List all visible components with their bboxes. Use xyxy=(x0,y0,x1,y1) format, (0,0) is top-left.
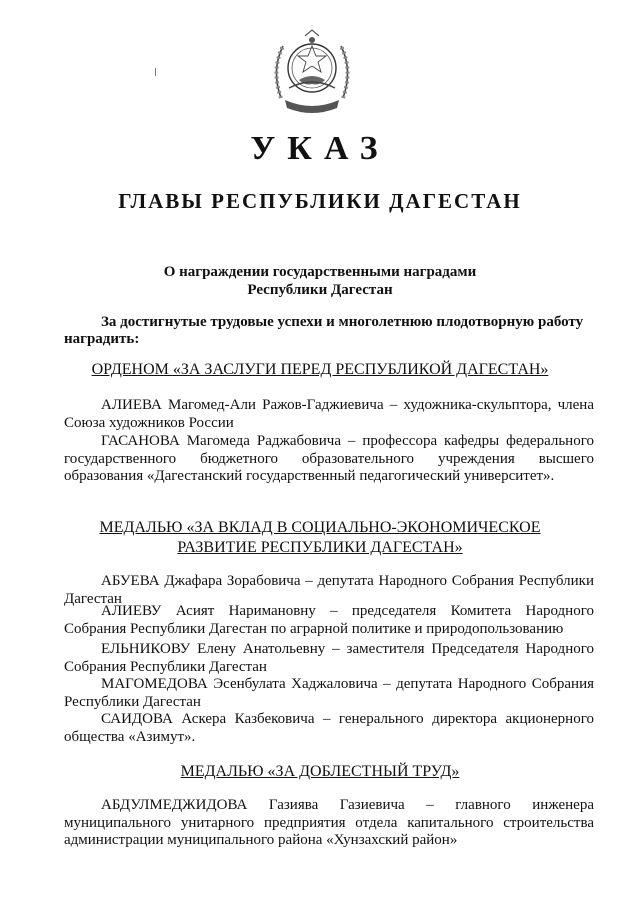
recipient-entry: ЕЛЬНИКОВУ Елену Анатольевну – заместителя Председателя Народного Собрания Республики Дагестан xyxy=(64,641,594,675)
decree-subtitle: ГЛАВЫ РЕСПУБЛИКИ ДАГЕСТАН xyxy=(118,189,522,213)
award-medal-contribution xyxy=(0,518,640,558)
coat-of-arms-emblem xyxy=(267,28,357,120)
award-order-merit: ОРДЕНОМ «ЗА ЗАСЛУГИ ПЕРЕД РЕСПУБЛИКОЙ ДАГЕСТАН» xyxy=(91,361,549,378)
award-line-1: МЕДАЛЬЮ «ЗА ВКЛАД В СОЦИАЛЬНО-ЭКОНОМИЧЕСКОЕ xyxy=(99,519,541,536)
recipient-entry: АЛИЕВА Магомед-Али Ражов-Гаджиевича – художника-скульптора, члена Союза художников России xyxy=(64,397,594,431)
heading-line-2: Республики Дагестан xyxy=(247,282,393,298)
award-medal-valiant-labor: МЕДАЛЬЮ «ЗА ДОБЛЕСТНЫЙ ТРУД» xyxy=(180,763,460,780)
decree-title: УКАЗ xyxy=(250,130,390,167)
recipient-entry: МАГОМЕДОВА Эсенбулата Хаджаловича – депутата Народного Собрания Республики Дагестан xyxy=(64,676,594,710)
award-line-2: РАЗВИТИЕ РЕСПУБЛИКИ ДАГЕСТАН» xyxy=(177,539,463,556)
scan-mark xyxy=(155,68,156,76)
recipient-entry: САИДОВА Аскера Казбековича – генерального директора акционерного общества «Азимут». xyxy=(64,711,594,745)
recipient-entry: АБДУЛМЕДЖИДОВА Газиява Газиевича – главного инженера муниципального унитарного предприятия отдела капитального строительства администрации муниципального района «Хунзахский район» xyxy=(64,797,594,848)
recipient-entry: ГАСАНОВА Магомеда Раджабовича – профессора кафедры федерального государственного бюджетного образовательного учреждения высшего образования «Дагестанский государственный педагогический университет». xyxy=(64,433,594,484)
recipient-entry: АБУЕВА Джафара Зорабовича – депутата Народного Собрания Республики Дагестан xyxy=(64,573,594,607)
heading-line-1: О награждении государственными наградами xyxy=(163,264,477,280)
recipient-entry: АЛИЕВУ Асият Наримановну – председателя Комитета Народного Собрания Республики Дагестан по аграрной политике и природопользованию xyxy=(64,603,594,637)
intro-paragraph: За достигнутые трудовые успехи и многолетнюю плодотворную работу наградить: xyxy=(64,314,584,347)
decree-heading xyxy=(0,263,640,299)
